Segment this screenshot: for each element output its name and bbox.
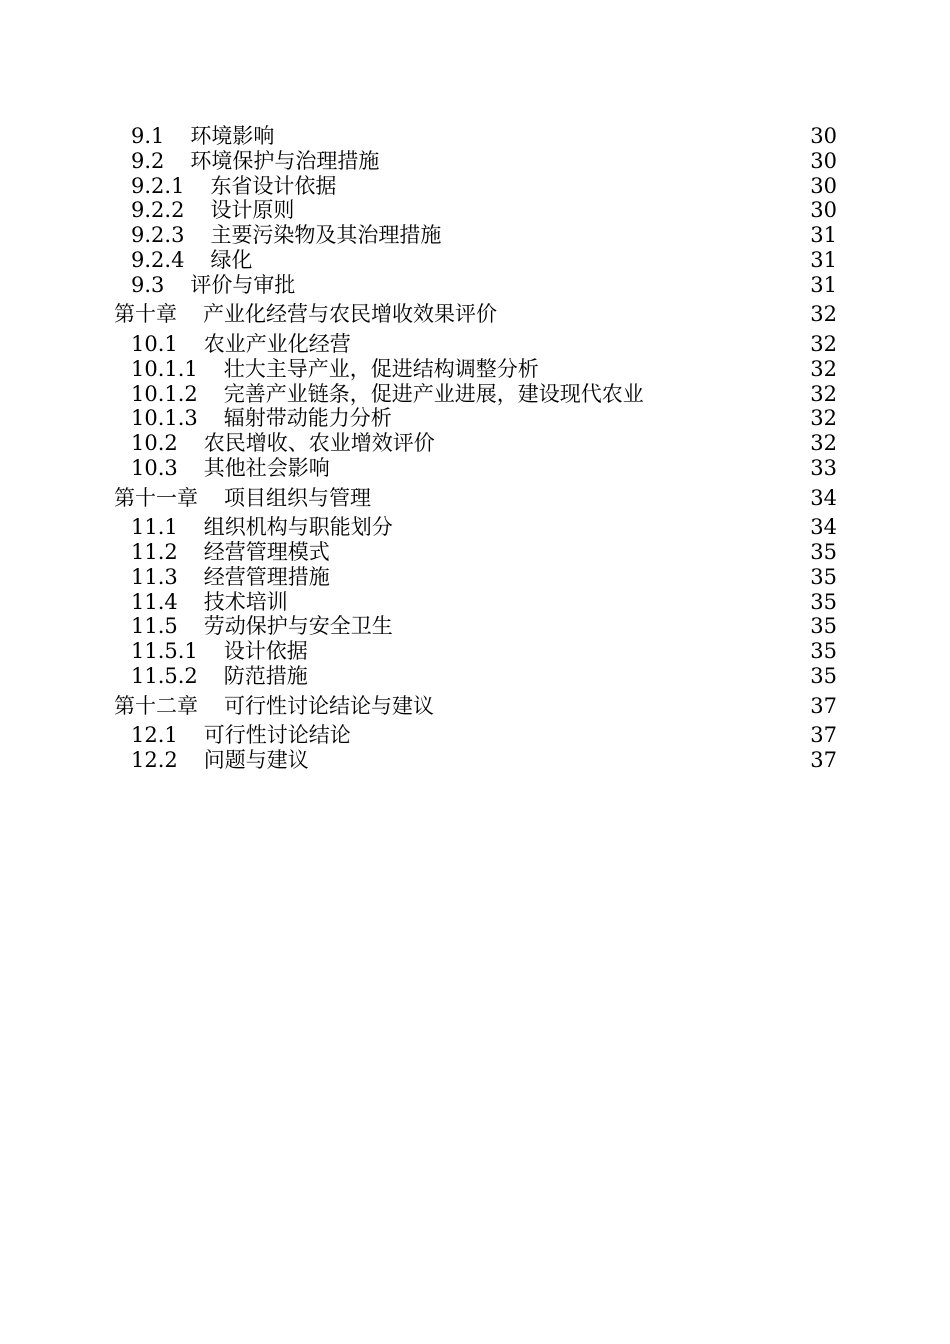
toc-entry[interactable]: [114, 614, 837, 639]
toc-entry-title: 组织机构与职能划分: [203, 515, 393, 540]
toc-entry-title: 问题与建议: [203, 747, 309, 772]
toc-entry-page: 30: [810, 148, 837, 173]
toc-entry[interactable]: [114, 273, 837, 298]
toc-entry[interactable]: [114, 664, 837, 689]
toc-entry-number: 11.2: [131, 539, 178, 564]
toc-entry[interactable]: [114, 456, 837, 481]
toc-entry-page: 32: [810, 431, 837, 456]
toc-entry-page: 32: [810, 406, 837, 431]
toc-entry-title: 农民增收、农业增效评价: [203, 431, 435, 456]
toc-entry-page: 32: [810, 356, 837, 381]
toc-entry[interactable]: [114, 540, 837, 565]
toc-entry-number: 11.1: [131, 515, 178, 540]
toc-chapter[interactable]: [114, 486, 837, 511]
toc-entry-page: 35: [810, 663, 837, 688]
toc-entry-title: 辐射带动能力分析: [223, 406, 392, 431]
toc-entry-number: 12.2: [131, 747, 178, 772]
toc-chapter-page: 37: [810, 693, 837, 718]
toc-entry[interactable]: [114, 515, 837, 540]
toc-entry-title: 主要污染物及其治理措施: [210, 223, 442, 248]
toc-entry-number: 10.2: [131, 431, 178, 456]
toc-entry-page: 31: [810, 272, 837, 297]
toc-entry-number: 10.1.1: [131, 356, 198, 381]
toc-chapter-title: 产业化经营与农民增收效果评价: [203, 302, 497, 327]
toc-entry-title: 经营管理模式: [203, 539, 330, 564]
toc-entry-page: 30: [810, 124, 837, 148]
toc-entry-page: 31: [810, 247, 837, 272]
toc-entry-page: 31: [810, 223, 837, 248]
toc-chapter[interactable]: [114, 694, 837, 719]
toc-entry-number: 9.1: [131, 124, 165, 148]
toc-entry-title: 评价与审批: [190, 272, 296, 297]
toc-entry-page: 37: [810, 747, 837, 772]
toc-entry-page: 33: [810, 455, 837, 480]
toc-entry-page: 35: [810, 589, 837, 614]
toc-entry-number: 10.3: [131, 455, 178, 480]
toc-chapter[interactable]: [114, 302, 837, 327]
toc-entry[interactable]: [114, 174, 837, 199]
toc-chapter-page: 32: [810, 302, 837, 327]
toc-entry-number: 9.2.1: [131, 173, 185, 198]
toc-entry-number: 11.4: [131, 589, 178, 614]
toc-entry-title: 设计原则: [210, 198, 295, 223]
toc-entry-title: 完善产业链条，促进产业进展，建设现代农业: [223, 381, 644, 406]
toc-entry-number: 9.3: [131, 272, 165, 297]
toc-entry[interactable]: [114, 639, 837, 664]
toc-entry-number: 10.1: [131, 331, 178, 356]
toc-entry-number: 10.1.3: [131, 406, 198, 431]
toc-entry[interactable]: [114, 382, 837, 407]
toc-entry-title: 劳动保护与安全卫生: [203, 614, 393, 639]
toc-entry-title: 防范措施: [223, 663, 308, 688]
toc-entry-number: 9.2.3: [131, 223, 185, 248]
toc-entry-number: 9.2.2: [131, 198, 185, 223]
toc-entry[interactable]: [114, 332, 837, 357]
toc-entry-title: 技术培训: [203, 589, 288, 614]
toc-entry[interactable]: [114, 406, 837, 431]
toc-entry-page: 32: [810, 381, 837, 406]
toc-entry[interactable]: [114, 723, 837, 748]
toc-entry-title: 设计依据: [223, 639, 308, 664]
toc-entry-page: 34: [810, 515, 837, 540]
toc-entry-title: 东省设计依据: [210, 173, 337, 198]
toc-entry-number: 9.2.4: [131, 247, 185, 272]
toc-chapter-number: 第十二章: [114, 693, 198, 718]
toc-entry-title: 绿化: [210, 247, 253, 272]
toc-chapter-number: 第十章: [114, 302, 177, 327]
toc-entry-page: 37: [810, 723, 837, 748]
toc-entry[interactable]: [114, 124, 837, 149]
toc-entry-number: 10.1.2: [131, 381, 198, 406]
toc-entry-number: 9.2: [131, 148, 165, 173]
toc-entry-page: 32: [810, 331, 837, 356]
toc-entry-number: 11.5: [131, 614, 178, 639]
toc-entry-number: 11.5.2: [131, 663, 198, 688]
toc-entry-title: 环境影响: [190, 124, 275, 148]
toc-entry-title: 可行性讨论结论: [203, 723, 351, 748]
toc-entry[interactable]: [114, 248, 837, 273]
toc-entry-page: 35: [810, 614, 837, 639]
toc-entry-title: 其他社会影响: [203, 455, 330, 480]
toc-entry[interactable]: [114, 357, 837, 382]
toc-entry[interactable]: [114, 590, 837, 615]
toc-chapter-page: 34: [810, 485, 837, 510]
toc-entry-page: 35: [810, 564, 837, 589]
toc-entry-title: 农业产业化经营: [203, 331, 351, 356]
toc-entry[interactable]: [114, 198, 837, 223]
toc-entry[interactable]: [114, 565, 837, 590]
toc-entry[interactable]: [114, 149, 837, 174]
toc-entry[interactable]: [114, 748, 837, 773]
toc-entry-number: 12.1: [131, 723, 178, 748]
toc-entry-title: 经营管理措施: [203, 564, 330, 589]
toc-entry-number: 11.3: [131, 564, 178, 589]
toc-chapter-number: 第十一章: [114, 485, 198, 510]
table-of-contents: [114, 124, 837, 773]
toc-entry-title: 环境保护与治理措施: [190, 148, 380, 173]
toc-entry-page: 30: [810, 173, 837, 198]
toc-entry-page: 35: [810, 639, 837, 664]
toc-entry-page: 35: [810, 539, 837, 564]
toc-entry[interactable]: [114, 223, 837, 248]
toc-entry-page: 30: [810, 198, 837, 223]
toc-entry-title: 壮大主导产业，促进结构调整分析: [223, 356, 539, 381]
toc-chapter-title: 项目组织与管理: [224, 485, 371, 510]
toc-entry[interactable]: [114, 431, 837, 456]
toc-entry-number: 11.5.1: [131, 639, 198, 664]
toc-chapter-title: 可行性讨论结论与建议: [224, 693, 434, 718]
